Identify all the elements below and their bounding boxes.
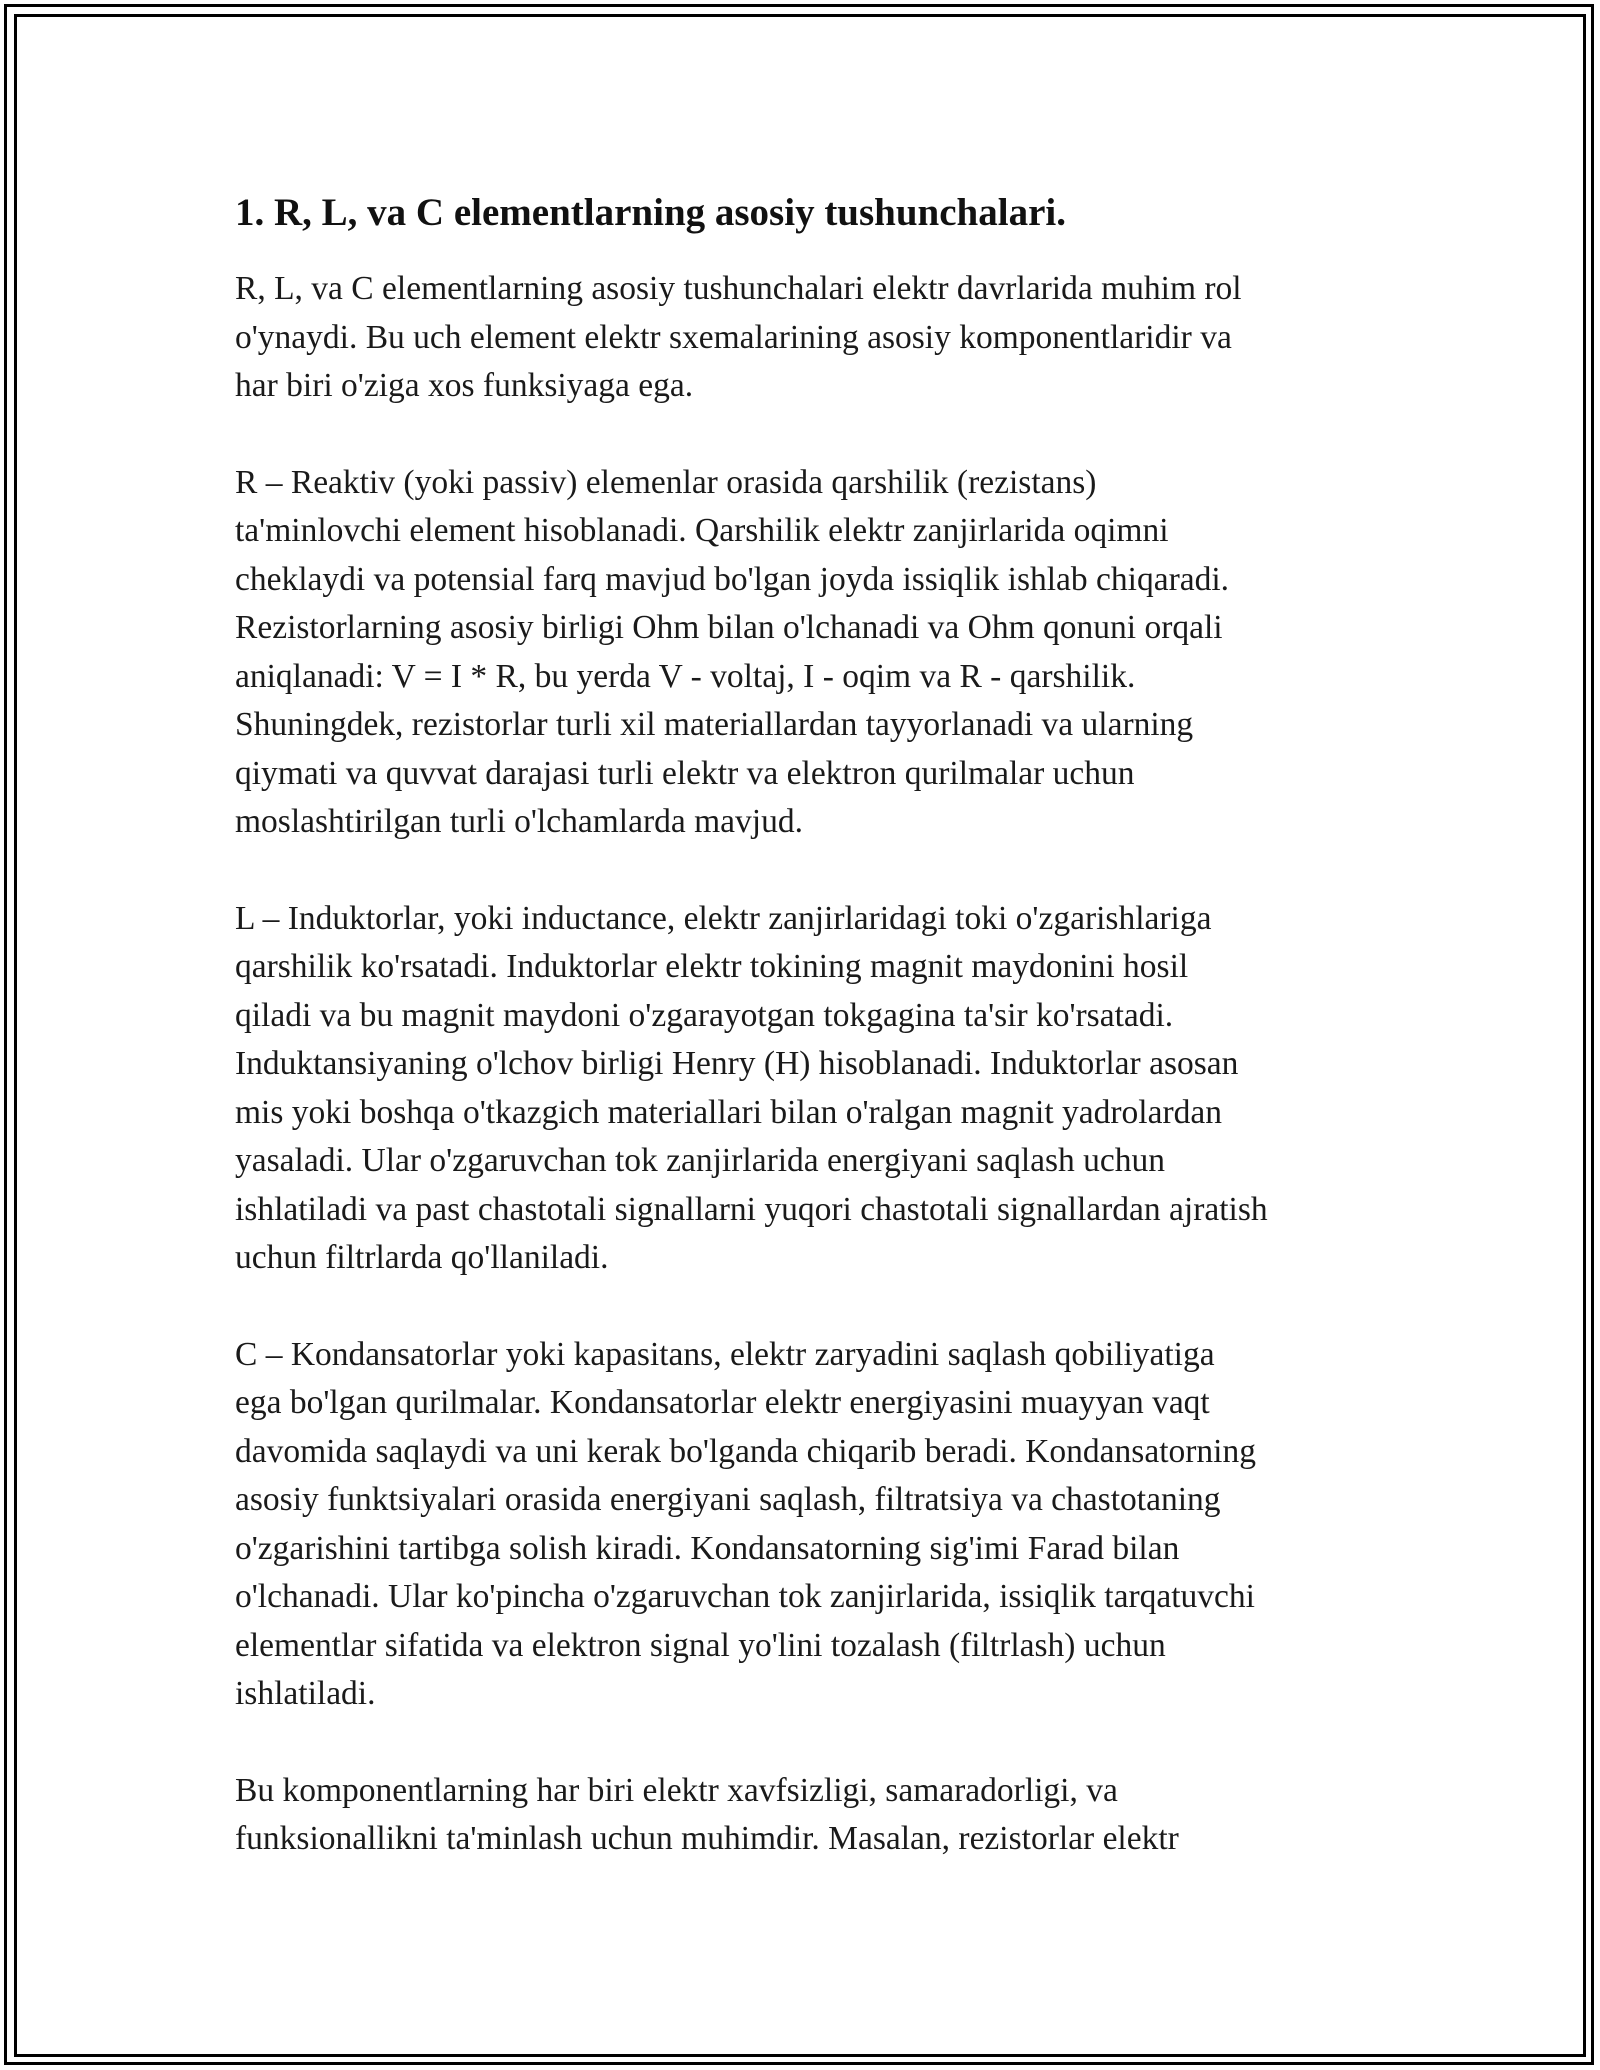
paragraph-capacitor: C – Kondansatorlar yoki kapasitans, elektr zaryadini saqlash qobiliyatiga ega bo'lgan qurilmalar. Kondansatorlar elektr energiyasini muayyan vaqt davomida saqlaydi va uni kerak bo'lganda chiqarib beradi. Kondansatorning asosiy funktsiyalari orasida energiyani saqlash, filtratsiya va chastotaning o'zgarishini tartibga solish kiradi. Kondansatorning sig'imi Farad bilan o'lchanadi. Ular ko'pincha o'zgaruvchan tok zanjirlarida, issiqlik tarqatuvchi elementlar sifatida va elektron signal yo'lini tozalash (filtrlash) uchun ishlatiladi.: [235, 1335, 1256, 1712]
paragraph-summary: Bu komponentlarning har biri elektr xavfsizligi, samaradorligi, va funksionallikni ta'minlash uchun muhimdir. Masalan, rezistorlar elektr: [235, 1771, 1179, 1857]
paragraph-intro: R, L, va C elementlarning asosiy tushunchalari elektr davrlarida muhim rol o'ynaydi. Bu uch element elektr sxemalarining asosiy komponentlaridir va har biri o'ziga xos funksiyaga ega.: [235, 270, 1242, 404]
section-heading: 1. R, L, va C elementlarning asosiy tushunchalari.: [235, 191, 1066, 234]
document-body: [235, 185, 1375, 1912]
paragraph-inductor: L – Induktorlar, yoki inductance, elektr zanjirlaridagi toki o'zgarishlariga qarshilik ko'rsatadi. Induktorlar elektr tokining magnit maydonini hosil qiladi va bu magnit maydoni o'zgarayotgan tokgagina ta'sir ko'rsatadi. Induktansiyaning o'lchov birligi Henry (H) hisoblanadi. Induktorlar asosan mis yoki boshqa o'tkazgich materiallari bilan o'ralgan magnit yadrolardan yasaladi. Ular o'zgaruvchan tok zanjirlarida energiyani saqlash uchun ishlatiladi va past chastotali signallarni yuqori chastotali signallardan ajratish uchun filtrlarda qo'llaniladi.: [235, 899, 1268, 1276]
paragraph-resistor: R – Reaktiv (yoki passiv) elemenlar orasida qarshilik (rezistans) ta'minlovchi element hisoblanadi. Qarshilik elektr zanjirlarida oqimni cheklaydi va potensial farq mavjud bo'lgan joyda issiqlik ishlab chiqaradi. Rezistorlarning asosiy birligi Ohm bilan o'lchanadi va Ohm qonuni orqali aniqlanadi: V = I * R, bu yerda V - voltaj, I - oqim va R - qarshilik. Shuningdek, rezistorlar turli xil materiallardan tayyorlanadi va ularning qiymati va quvvat darajasi turli elektr va elektron qurilmalar uchun moslashtirilgan turli o'lchamlarda mavjud.: [235, 463, 1230, 840]
